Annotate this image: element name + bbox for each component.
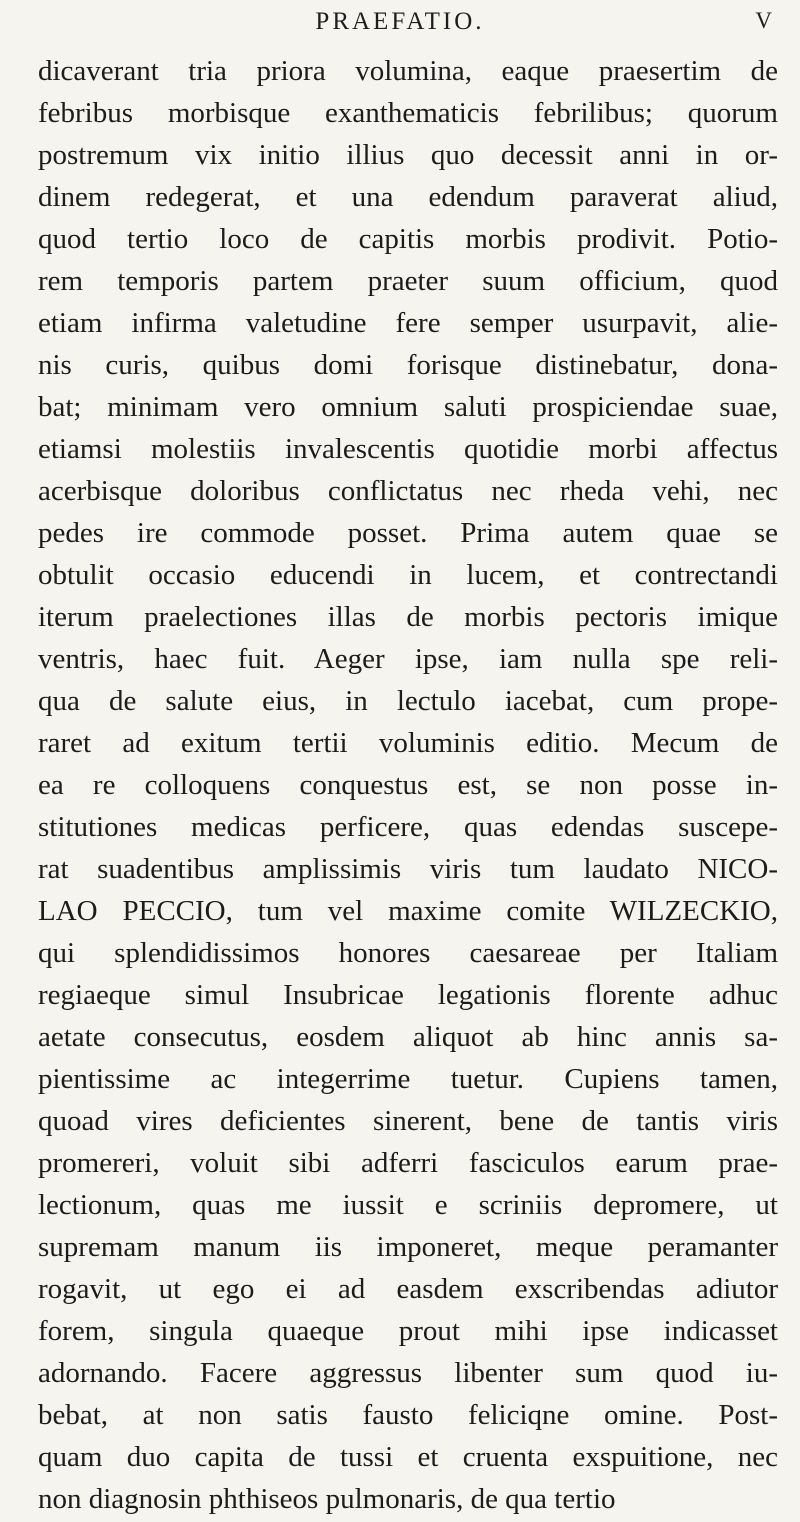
- text-line: nis curis, quibus domi forisque distinebatur, dona-: [38, 349, 778, 381]
- text-line: etiam infirma valetudine fere semper usurpavit, alie-: [38, 307, 778, 339]
- text-line: LAO PECCIO, tum vel maxime comite WILZECKIO,: [38, 895, 778, 927]
- text-line: quam duo capita de tussi et cruenta exspuitione, nec: [38, 1441, 778, 1473]
- running-title: PRAEFATIO.: [315, 8, 485, 35]
- text-line: pientissime ac integerrime tuetur. Cupiens tamen,: [38, 1063, 778, 1095]
- page-header: [0, 6, 800, 46]
- text-line: qui splendidissimos honores caesareae per Italiam: [38, 937, 778, 969]
- text-line: qua de salute eius, in lectulo iacebat, cum prope-: [38, 685, 778, 717]
- text-line: iterum praelectiones illas de morbis pectoris imique: [38, 601, 778, 633]
- text-line: pedes ire commode posset. Prima autem quae se: [38, 517, 778, 549]
- text-line: non diagnosin phthiseos pulmonaris, de qua tertio: [38, 1483, 616, 1515]
- text-line: ea re colloquens conquestus est, se non posse in-: [38, 769, 778, 801]
- text-line: lectionum, quas me iussit e scriniis depromere, ut: [38, 1189, 778, 1221]
- text-line: rogavit, ut ego ei ad easdem exscribendas adiutor: [38, 1273, 778, 1305]
- text-line: ventris, haec fuit. Aeger ipse, iam nulla spe reli-: [38, 643, 778, 675]
- text-line: adornando. Facere aggressus libenter sum quod iu-: [38, 1357, 778, 1389]
- body-text: [38, 50, 778, 1520]
- text-line: quoad vires deficientes sinerent, bene de tantis viris: [38, 1105, 778, 1137]
- text-line: acerbisque doloribus conflictatus nec rheda vehi, nec: [38, 475, 778, 507]
- text-line: stitutiones medicas perficere, quas edendas suscepe-: [38, 811, 778, 843]
- text-line: rat suadentibus amplissimis viris tum laudato NICO-: [38, 853, 778, 885]
- text-line: etiamsi molestiis invalescentis quotidie morbi affectus: [38, 433, 778, 465]
- text-line: bebat, at non satis fausto feliciqne omine. Post-: [38, 1399, 778, 1431]
- page-number: V: [755, 8, 772, 33]
- text-line: raret ad exitum tertii voluminis editio. Mecum de: [38, 727, 778, 759]
- text-line: regiaeque simul Insubricae legationis florente adhuc: [38, 979, 778, 1011]
- text-line: aetate consecutus, eosdem aliquot ab hinc annis sa-: [38, 1021, 778, 1053]
- text-line: supremam manum iis imponeret, meque peramanter: [38, 1231, 778, 1263]
- text-line: dinem redegerat, et una edendum paraverat aliud,: [38, 181, 778, 213]
- text-line: quod tertio loco de capitis morbis prodivit. Potio-: [38, 223, 778, 255]
- text-line: bat; minimam vero omnium saluti prospiciendae suae,: [38, 391, 778, 423]
- text-line: febribus morbisque exanthematicis febrilibus; quorum: [38, 97, 778, 129]
- text-line: promereri, voluit sibi adferri fasciculos earum prae-: [38, 1147, 778, 1179]
- text-line: rem temporis partem praeter suum officium, quod: [38, 265, 778, 297]
- text-line: obtulit occasio educendi in lucem, et contrectandi: [38, 559, 778, 591]
- text-line: postremum vix initio illius quo decessit anni in or-: [38, 139, 778, 171]
- text-line: forem, singula quaeque prout mihi ipse indicasset: [38, 1315, 778, 1347]
- text-line: dicaverant tria priora volumina, eaque praesertim de: [38, 55, 778, 87]
